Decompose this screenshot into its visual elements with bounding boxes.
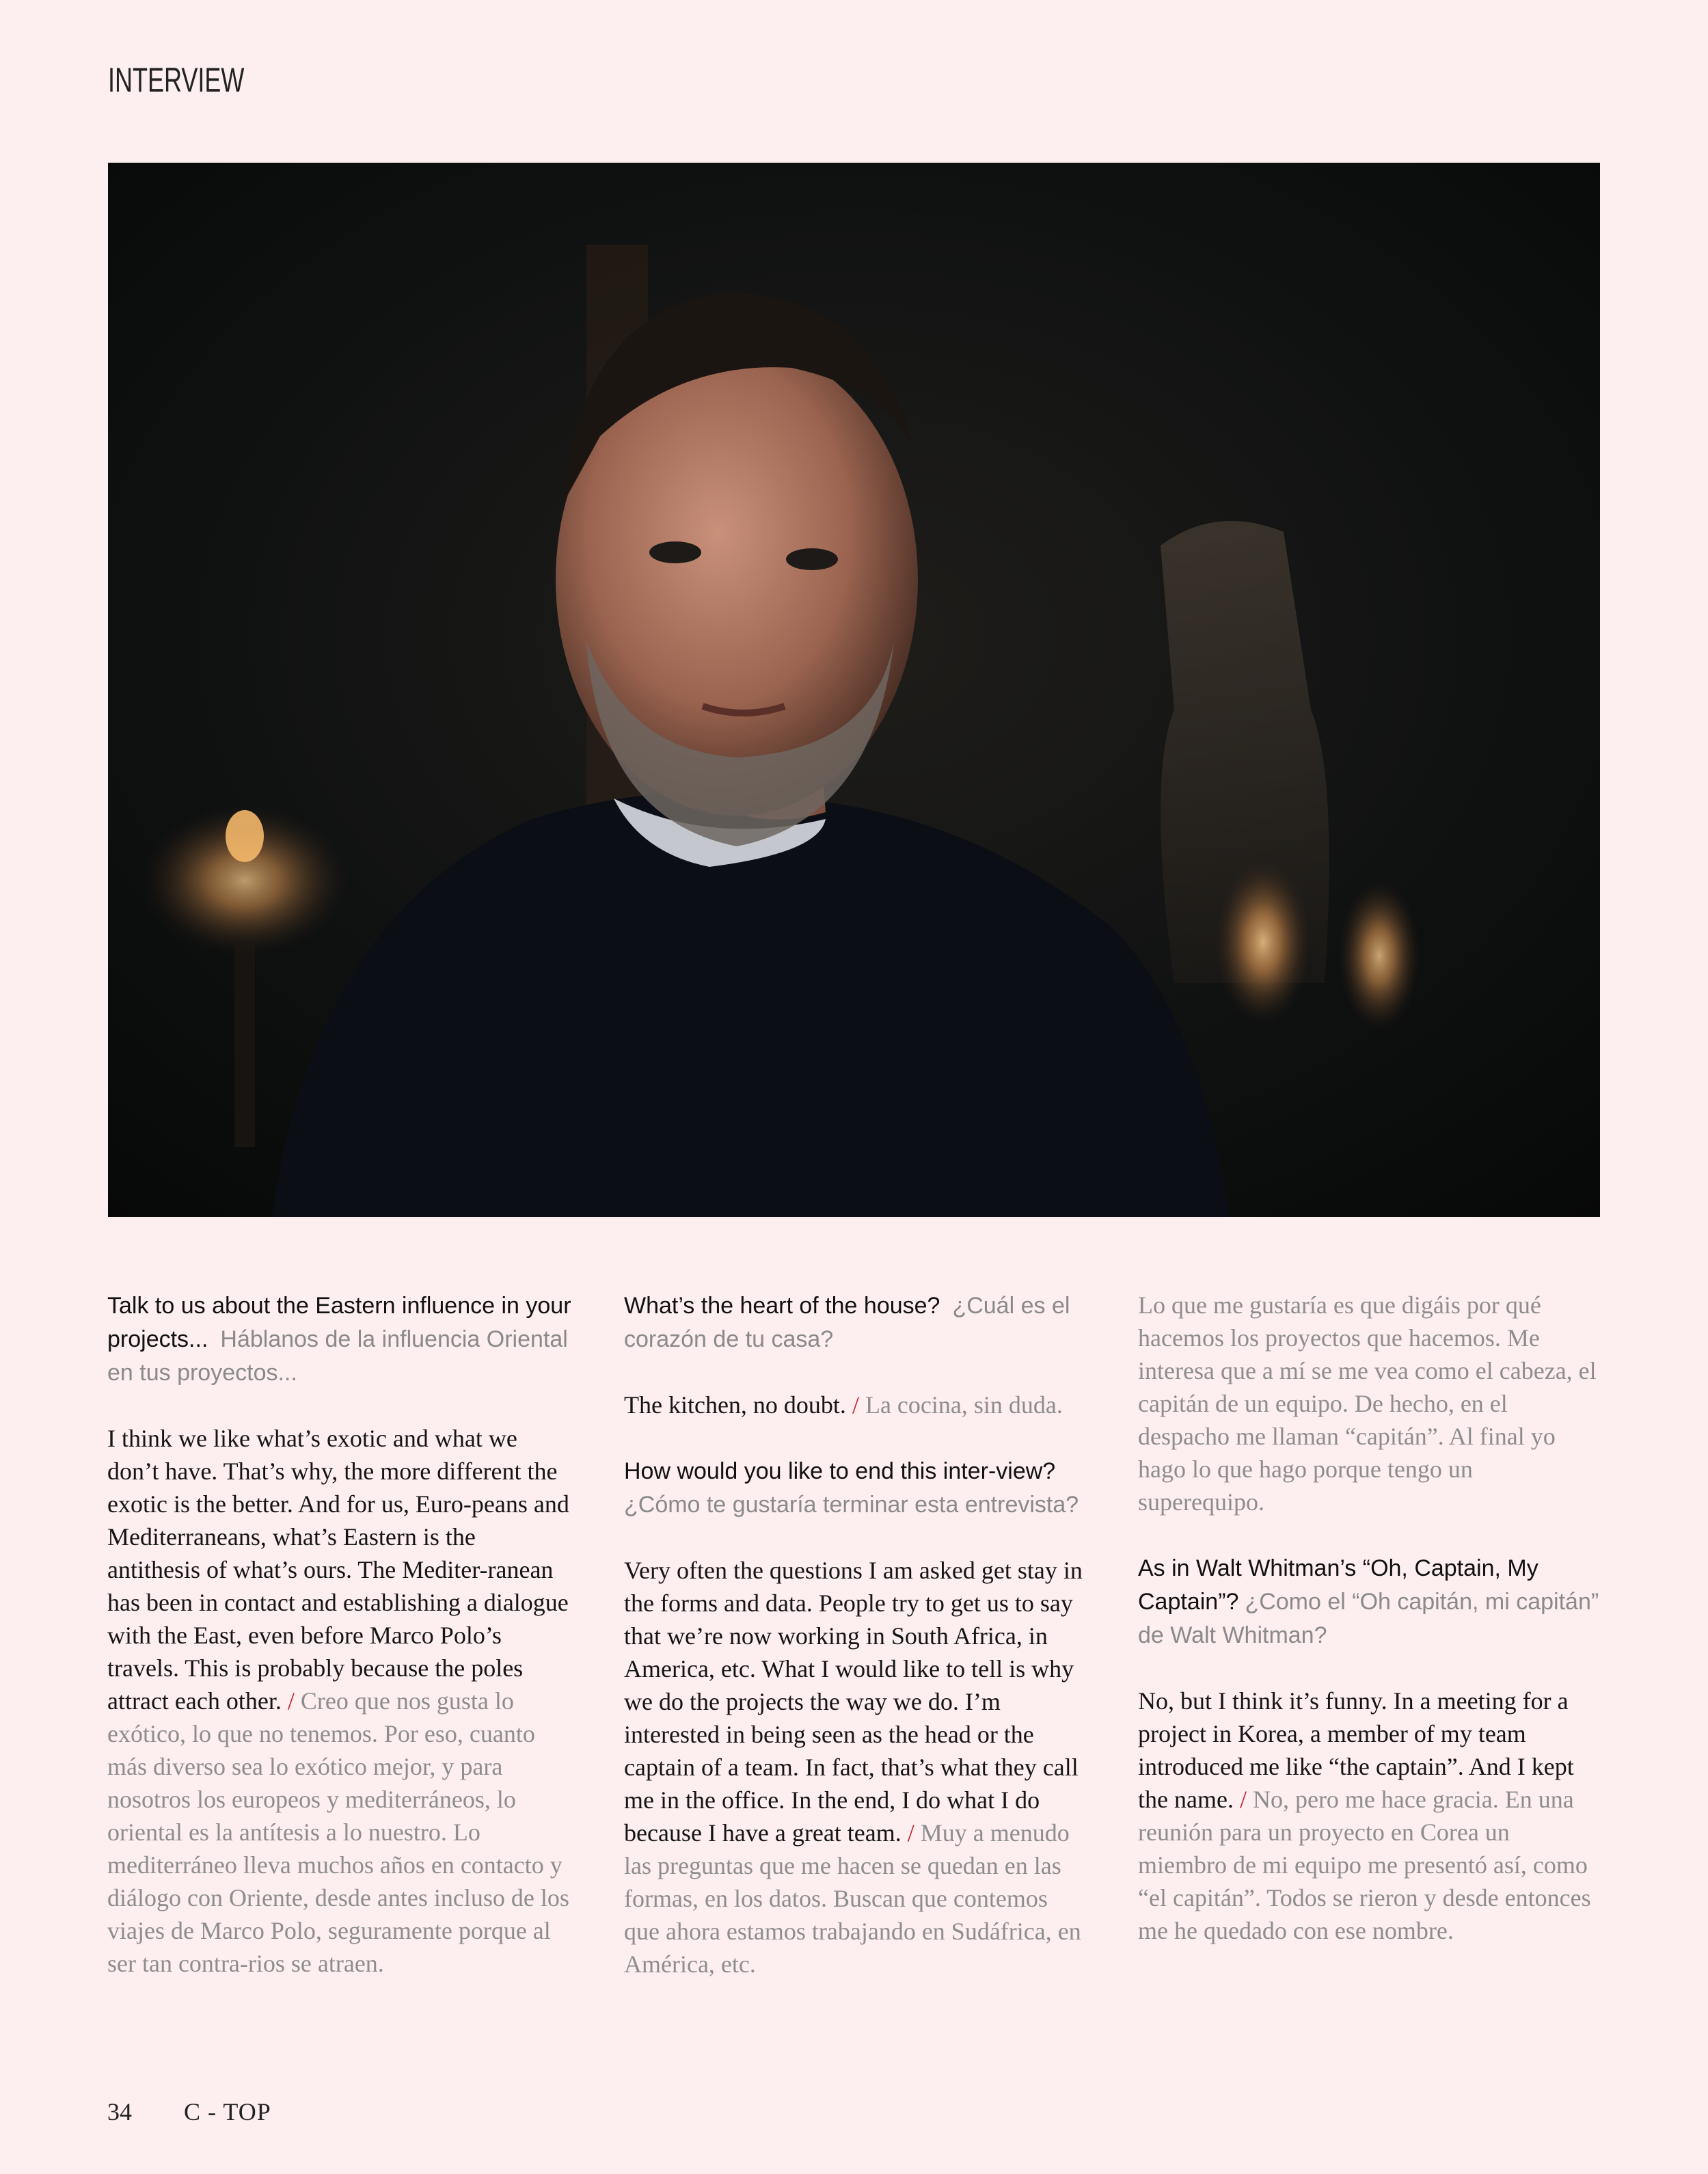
answer-2-es: La cocina, sin duda. xyxy=(865,1391,1063,1419)
answer-3-en: Very often the questions I am asked get stay in the forms and data. People try to get us to say that we’re now working in South Africa, in America, etc. What I would like to tell is why we do the projects the way we do. I’m interested in being seen as the head or the captain of a team. In fact, that’s what they call me in the office. In the end, I do what I do because I have a great team. xyxy=(624,1557,1083,1847)
question-4-en: As in Walt Whitman’s “Oh, Captain, My Captain”? xyxy=(1138,1555,1538,1615)
answer-2-en: The kitchen, no doubt. xyxy=(624,1391,846,1419)
answer-2 xyxy=(624,1388,1089,1421)
answer-3-es: Muy a menudo las preguntas que me hacen se quedan en las formas, en los datos. Buscan que contemos que ahora estamos trabajando en Sudáfrica, en América, etc. xyxy=(624,1819,1081,1978)
separator-slash: / xyxy=(287,1687,295,1715)
question-4 xyxy=(1138,1551,1603,1652)
column-1 xyxy=(107,1289,572,2013)
question-4-es: ¿Como el “Oh capitán, mi capitán” de Walt Whitman? xyxy=(1138,1589,1599,1648)
answer-1 xyxy=(107,1422,572,1980)
column-3 xyxy=(1138,1289,1603,1980)
portrait-photo xyxy=(108,163,1600,1217)
answer-4 xyxy=(1138,1685,1603,1947)
answer-4-es: No, pero me hace gracia. En una reunión para un proyecto en Corea un miembro de mi equipo me presentó así, como “el capitán”. Todos se rieron y desde entonces me he quedado con ese nombre. xyxy=(1138,1786,1591,1944)
question-3-es: ¿Cómo te gustaría terminar esta entrevista? xyxy=(624,1492,1079,1518)
answer-1-en: I think we like what’s exotic and what we don’t have. That’s why, the more different the exotic is the better. And for us, Euro-peans and Mediterraneans, what’s Eastern is the antithesis of what’s ours. The Mediter-ranean has been in contact and establishing a dialogue with the East, even before Marco Polo’s travels. This is probably because the poles attract each other. xyxy=(107,1425,569,1715)
section-label: INTERVIEW xyxy=(108,61,245,99)
question-2-es: ¿Cuál es el corazón de tu casa? xyxy=(624,1293,1070,1352)
column-2 xyxy=(624,1289,1089,2013)
answer-4-en: No, but I think it’s funny. In a meeting for a project in Korea, a member of my team introduced me like “the captain”. And I kept the name. xyxy=(1138,1687,1574,1813)
portrait-illustration xyxy=(108,163,1600,1217)
question-3 xyxy=(624,1454,1089,1521)
magazine-name: C - TOP xyxy=(184,2098,271,2125)
separator-slash: / xyxy=(1239,1786,1247,1813)
separator-slash: / xyxy=(852,1391,859,1419)
answer-3 xyxy=(624,1554,1089,1981)
answer-3-continued xyxy=(1138,1289,1603,1518)
question-2-en: What’s the heart of the house? xyxy=(624,1293,940,1319)
answer-1-es: Creo que nos gusta lo exótico, lo que no tenemos. Por eso, cuanto más diverso sea lo exótico mejor, y para nosotros los europeos y mediterráneos, lo oriental es la antítesis a lo nuestro. Lo mediterráneo lleva muchos años en contacto y diálogo con Oriente, desde antes incluso de los viajes de Marco Polo, seguramente porque al ser tan contra-rios se atraen. xyxy=(107,1687,569,1977)
question-1-en: Talk to us about the Eastern influence in your projects... xyxy=(107,1293,571,1352)
page-number: 34 xyxy=(107,2098,132,2125)
answer-3-es-continued: Lo que me gustaría es que digáis por qué hacemos los proyectos que hacemos. Me interesa que a mí se me vea como el cabeza, el capitán de un equipo. De hecho, en el despacho me llaman “capitán”. Al final yo hago lo que hago porque tengo un superequipo. xyxy=(1138,1291,1597,1516)
question-1 xyxy=(107,1289,572,1389)
separator-slash: / xyxy=(907,1819,914,1847)
question-3-en: How would you like to end this inter-view? xyxy=(624,1458,1056,1484)
page-footer xyxy=(107,2097,271,2126)
question-2 xyxy=(624,1289,1089,1356)
question-1-es: Háblanos de la influencia Oriental en tus proyectos... xyxy=(107,1326,568,1386)
